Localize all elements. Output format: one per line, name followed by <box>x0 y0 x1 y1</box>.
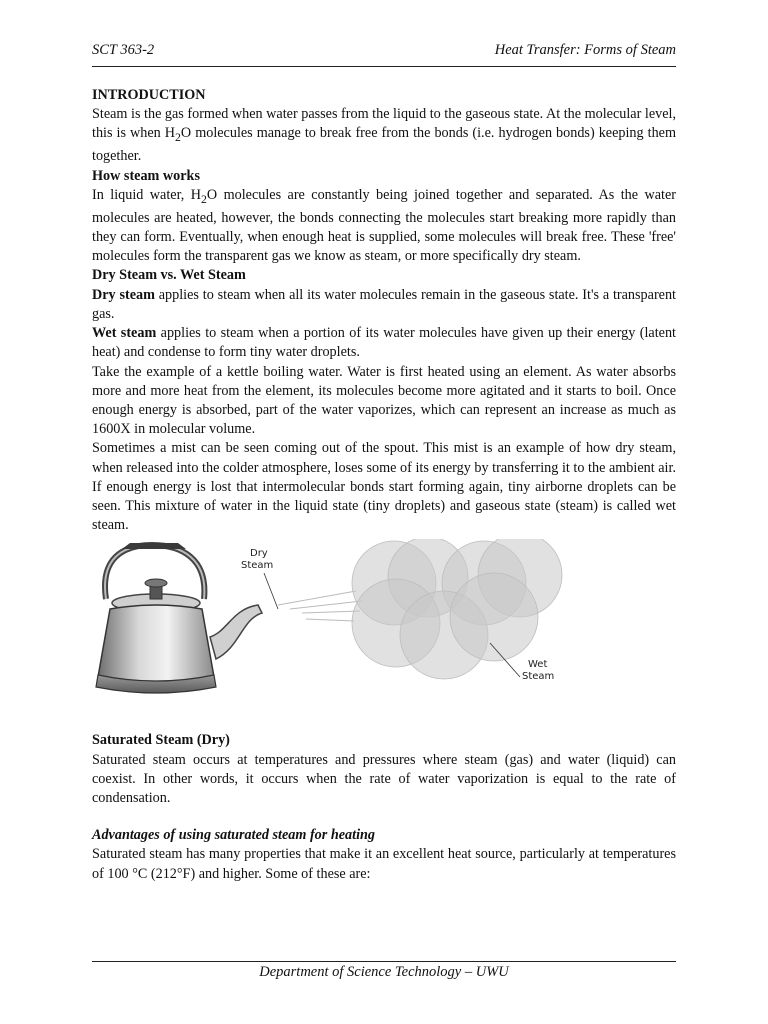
intro-paragraph: Steam is the gas formed when water passes from the liquid to the gaseous state. At the molecular level, this is when $H_2O$ molecules manage to break free from the bonds (i.e. hydrogen bonds) keeping them together. <box>92 106 677 165</box>
kettle-steam-figure <box>92 539 676 723</box>
wet-steam-label-1: Wet <box>528 659 548 671</box>
dry-vs-wet-heading: Dry Steam vs. Wet Steam <box>92 267 246 284</box>
kettle-paragraph: Take the example of a kettle boiling water. Water is first heated using an element. As water absorbs more and more heat from the element, its molecules become more agitated and it starts to boil. Once enough energy is absorbed, part of the water vaporizes, which can represent an increase as much as 1600X in molecular volume. <box>92 363 676 438</box>
wet-steam-cloud <box>352 539 562 679</box>
how-steam-works-paragraph: In liquid water, $H_2O$ molecules are constantly being joined together and separated. As the water molecules are heated, however, the bonds connecting the molecules start breaking more rapidly than they can form. Eventually, when enough heat is supplied, some molecules will break free. These 'free' molecules form the transparent gas we know as steam, or more specifically dry steam. <box>92 186 676 265</box>
dry-steam-paragraph: Dry steam applies to steam when all its water molecules remain in the gaseous state. It's a transparent gas. <box>92 286 676 322</box>
advantages-heading: Advantages of using saturated steam for heating <box>92 827 375 844</box>
advantages-paragraph: Saturated steam has many properties that make it an excellent heat source, particularly at temperatures of 100 °C (212°F) and higher. Some of these are: <box>92 846 676 882</box>
kettle-steam-illustration <box>92 539 676 723</box>
kettle-body <box>98 605 214 683</box>
wet-steam-paragraph: Wet steam applies to steam when a portion of its water molecules have given up their energy (latent heat) and condense to form tiny water droplets. <box>92 325 676 361</box>
page-header <box>92 42 676 59</box>
document-title: Heat Transfer: Forms of Steam <box>494 42 676 58</box>
wet-steam-label-2: Steam <box>522 671 555 683</box>
page-content <box>92 86 676 884</box>
dry-steam-label-1: Dry <box>250 548 268 560</box>
saturated-steam-heading: Saturated Steam (Dry) <box>92 732 230 749</box>
page-footer: Department of Science Technology – UWU <box>259 964 509 980</box>
saturated-steam-paragraph: Saturated steam occurs at temperatures and pressures where steam (gas) and water (liquid) can coexist. In other words, it occurs when the rate of water vaporization is equal to the rate of condensation. <box>92 751 676 806</box>
kettle-spout <box>210 605 262 659</box>
intro-heading: INTRODUCTION <box>92 87 206 103</box>
how-steam-works-heading: How steam works <box>92 167 200 184</box>
header-rule <box>92 66 676 67</box>
dry-steam-label-2: Steam <box>241 560 274 572</box>
footer-rule <box>92 961 676 962</box>
course-code: SCT 363-2 <box>92 42 155 58</box>
mist-paragraph: Sometimes a mist can be seen coming out of the spout. This mist is an example of how dry steam, when released into the colder atmosphere, loses some of its energy by transferring it to the ambient air. If enough energy is lost that intermolecular bonds start forming again, tiny airborne droplets can be seen. This mixture of water in the liquid state (tiny droplets) and gaseous state (steam) is called wet steam. <box>92 440 676 534</box>
